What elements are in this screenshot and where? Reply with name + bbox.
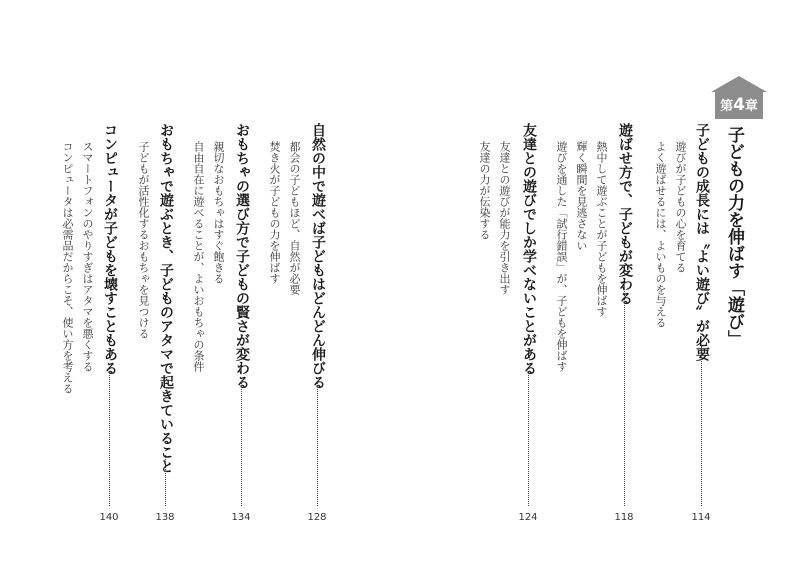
page-number: 138	[155, 512, 175, 523]
page-number: 134	[231, 512, 251, 523]
chapter-badge	[711, 76, 767, 120]
page-number: 114	[691, 512, 711, 523]
section-heading: 子どもの成長には〝よい遊び〟が必要	[694, 123, 710, 361]
leader-dots	[317, 382, 318, 506]
leader-dots	[528, 372, 529, 506]
chapter-label	[715, 92, 763, 119]
section-heading: 自然の中で遊べば子どもはどんどん伸びる	[310, 123, 326, 389]
leader-dots	[165, 455, 166, 506]
page-number: 118	[614, 512, 634, 523]
page-number: 124	[518, 512, 538, 523]
section-subitem: スマートフォンのやりすぎはアタマを悪くする	[81, 141, 94, 372]
leader-dots	[701, 346, 702, 506]
section-subitem: 友達との遊びが能力を引き出す	[498, 141, 511, 295]
section-heading: おもちゃで遊ぶとき、子どものアタマで起きていること	[158, 123, 174, 473]
section-heading: 遊ばせ方で、子どもが変わる	[617, 123, 633, 305]
section-subitem: 友達の力が伝染する	[478, 141, 491, 240]
leader-dots	[624, 289, 625, 506]
section-heading: 友達との遊びでしか学べないことがある	[521, 123, 537, 375]
leader-dots	[241, 382, 242, 506]
section-subitem: 自由自在に遊べることが、よいおもちゃの条件	[192, 141, 205, 372]
house-roof-icon	[711, 76, 767, 92]
chapter-prefix: 第	[720, 99, 734, 114]
section-subitem: 遊びが子どもの心を育てる	[674, 141, 687, 273]
leader-dots	[109, 372, 110, 506]
chapter-suffix: 章	[744, 99, 758, 114]
section-subitem: 遊びを通した「試行錯誤」が、子どもを伸ばす	[555, 141, 568, 372]
page-number: 140	[99, 512, 119, 523]
section-subitem: コンピュータは必需品だからこそ、使い方を考える	[61, 141, 74, 394]
chapter-title: 子どもの力を伸ばす「遊び」	[724, 126, 744, 347]
page-number: 128	[307, 512, 327, 523]
section-subitem: よく遊ばせるには、よいものを与える	[654, 141, 667, 328]
section-subitem: 熱中して遊ぶことが子どもを伸ばす	[595, 141, 608, 317]
section-subitem: 輝く瞬間を見逃さない	[575, 141, 588, 251]
section-subitem: 焚き火が子どもの力を伸ばす	[268, 141, 281, 284]
chapter-number: 4	[733, 95, 745, 115]
section-heading: おもちゃの選び方で子どもの賢さが変わる	[234, 123, 250, 389]
section-subitem: 子どもが活性化するおもちゃを見つける	[137, 141, 150, 339]
section-heading: コンピュータが子どもを壊すこともある	[102, 123, 118, 375]
section-subitem: 都会の子どもほど、自然が必要	[288, 141, 301, 295]
section-subitem: 親切なおもちゃはすぐ飽きる	[212, 141, 225, 284]
